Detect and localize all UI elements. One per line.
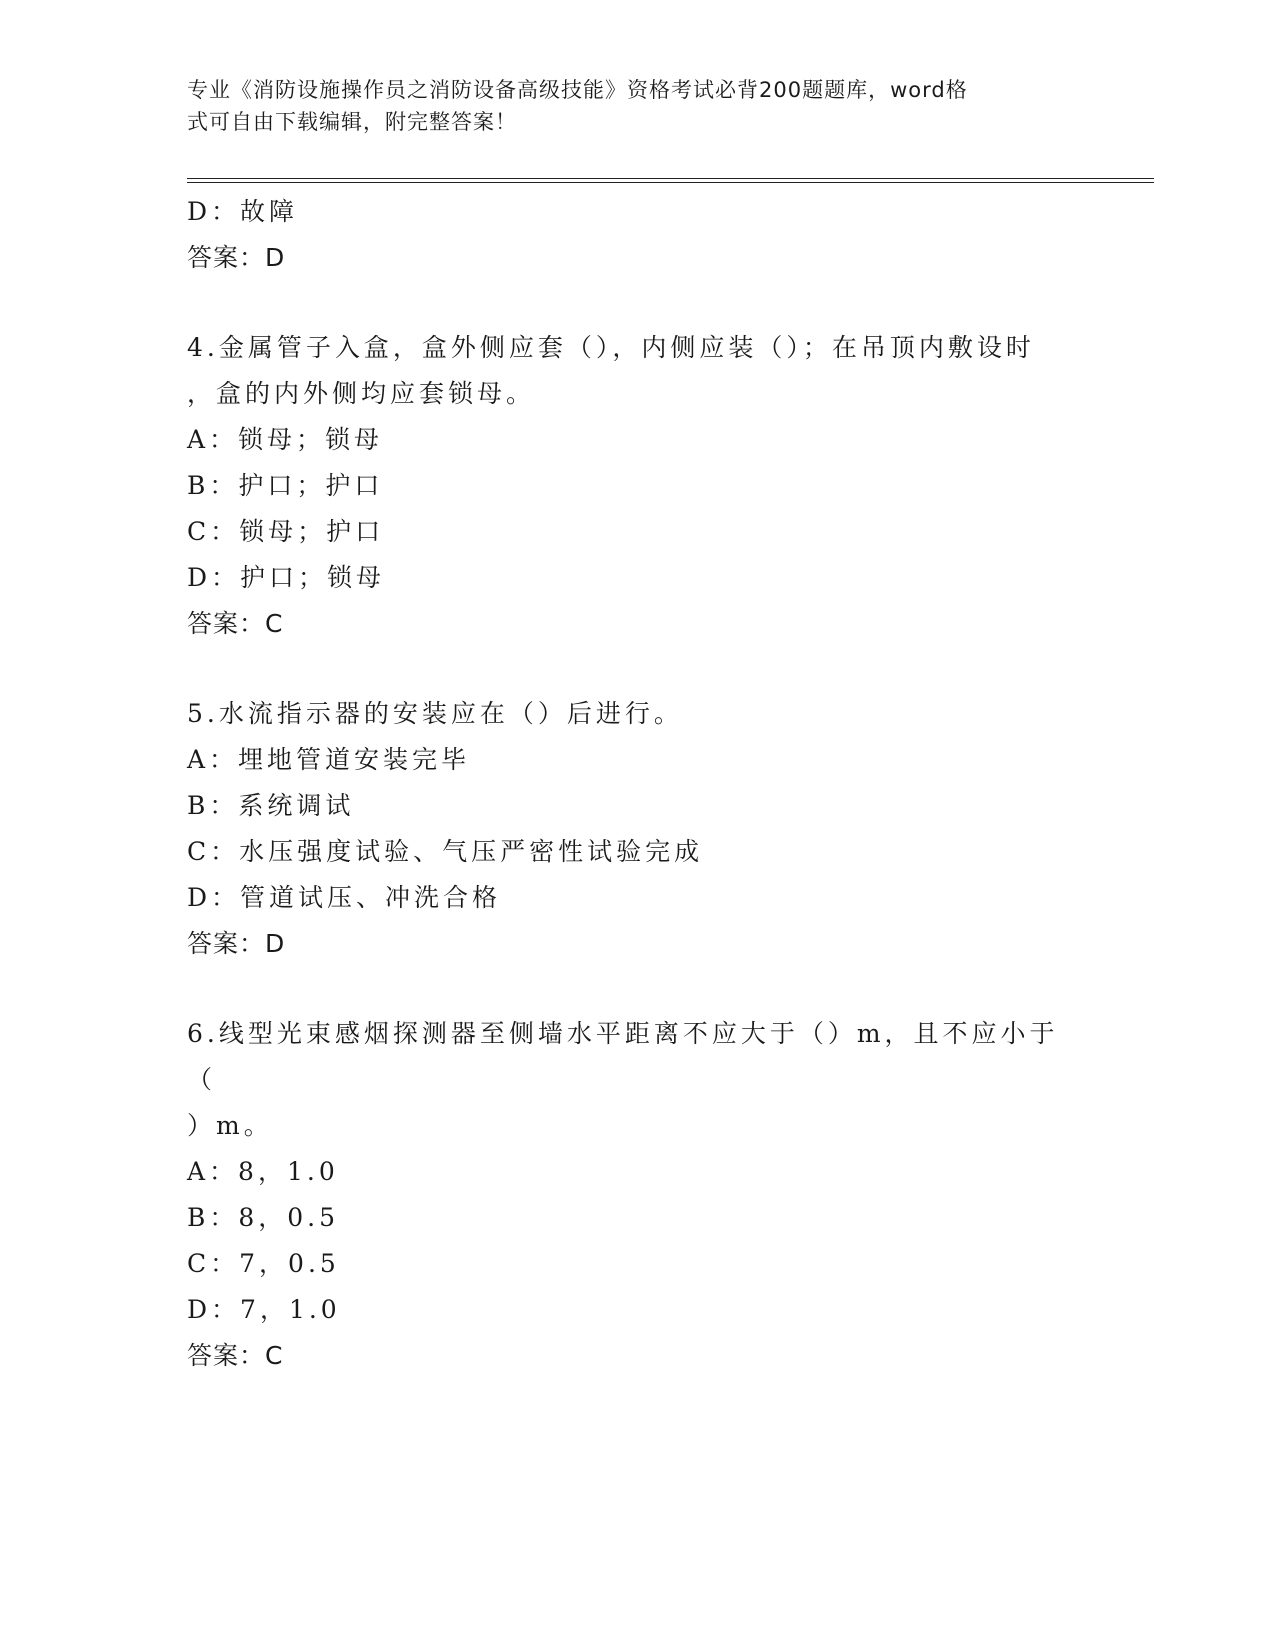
question-text-line-2: ）m。 [187, 1111, 273, 1140]
previous-question-tail [187, 189, 1107, 281]
header-line-1: 专业《消防设施操作员之消防设备高级技能》资格考试必背200题题库，word格 [187, 78, 968, 102]
question-text-line-2: ，盒的内外侧均应套锁母。 [187, 379, 536, 408]
answer-line: 答案：C [187, 609, 284, 638]
answer-line: 答案：C [187, 1341, 284, 1370]
question-4 [187, 325, 1107, 647]
header-divider [187, 178, 1154, 183]
answer-line: 答案：D [187, 243, 286, 272]
option-c: C：水压强度试验、气压严密性试验完成 [187, 837, 704, 866]
option-a: A：8，1.0 [187, 1157, 339, 1186]
option-b: B：系统调试 [187, 791, 355, 820]
option-a: A：锁母；锁母 [187, 425, 384, 454]
question-text-line-1: 5.水流指示器的安装应在（）后进行。 [187, 699, 683, 728]
option-c: C：7，0.5 [187, 1249, 340, 1278]
option-d: D：管道试压、冲洗合格 [187, 883, 502, 912]
option-d: D：7，1.0 [187, 1295, 341, 1324]
option-b: B：护口；护口 [187, 471, 384, 500]
answer-line: 答案：D [187, 929, 286, 958]
question-text-line-1: 6.线型光束感烟探测器至侧墙水平距离不应大于（）m，且不应小于（ [187, 1019, 1059, 1094]
question-text-line-1: 4.金属管子入盒，盒外侧应套（），内侧应装（）；在吊顶内敷设时 [187, 333, 1035, 362]
option-a: A：埋地管道安装完毕 [187, 745, 471, 774]
question-6 [187, 1011, 1107, 1379]
question-list [187, 189, 1107, 1379]
option-b: B：8，0.5 [187, 1203, 340, 1232]
header-line-2: 式可自由下载编辑，附完整答案！ [187, 110, 517, 134]
page-header [187, 74, 1087, 138]
option-d: D：故障 [187, 197, 299, 226]
option-d: D：护口；锁母 [187, 563, 386, 592]
question-5 [187, 691, 1107, 967]
option-c: C：锁母；护口 [187, 517, 385, 546]
